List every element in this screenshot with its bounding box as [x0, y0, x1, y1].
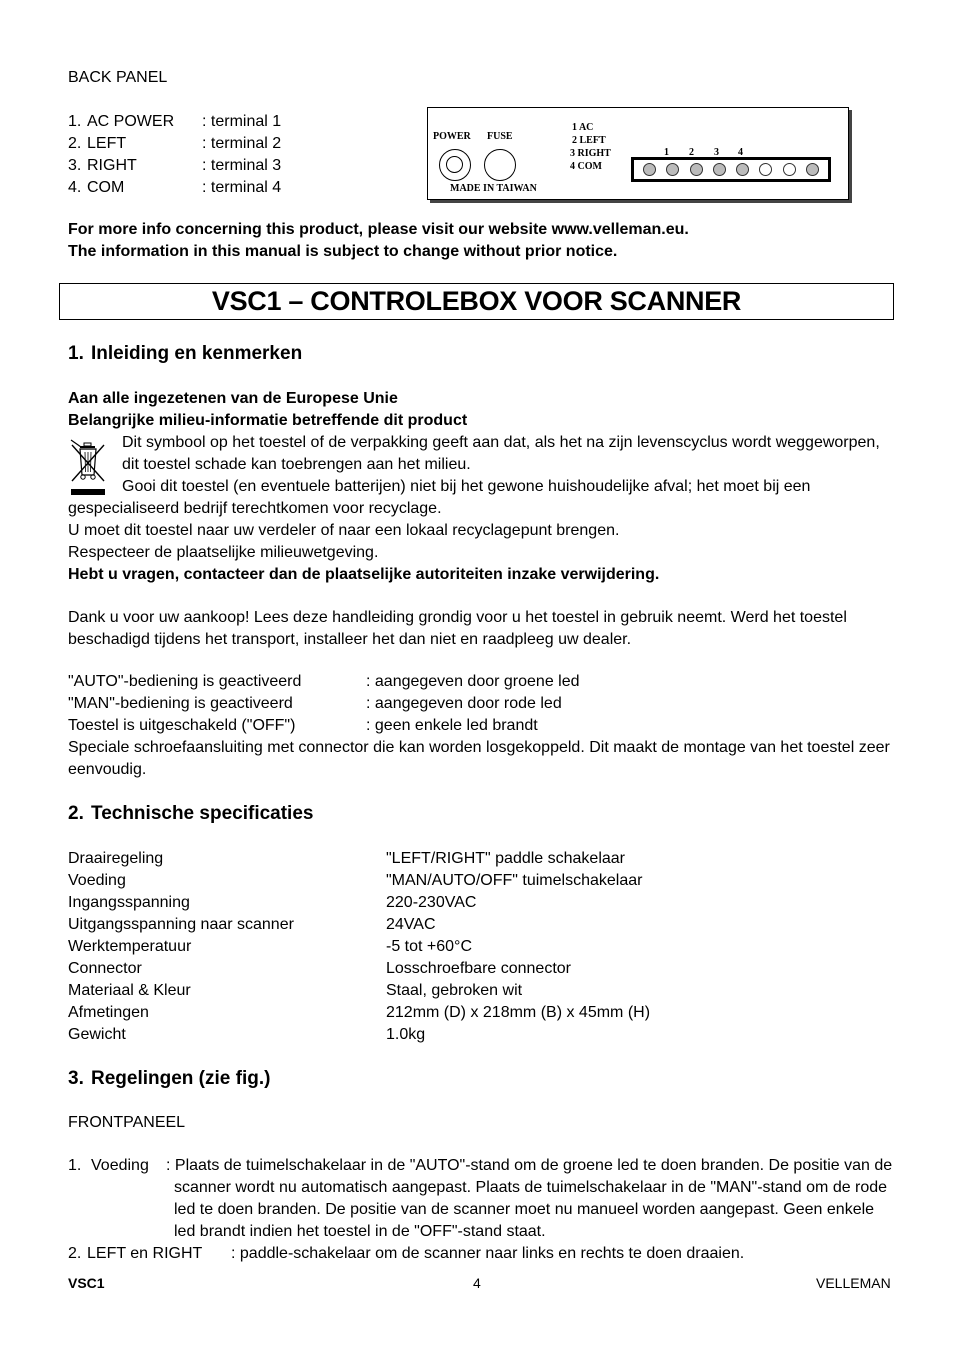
back-panel-diagram — [427, 107, 849, 200]
power-socket-icon — [439, 149, 471, 181]
made-in-label: MADE IN TAIWAN — [450, 183, 537, 194]
mode-label: "MAN"-bediening is geactiveerd — [68, 695, 293, 712]
section-number: 3. — [68, 1068, 84, 1089]
section-title: Inleiding en kenmerken — [91, 343, 303, 364]
spec-label: Ingangsspanning — [68, 894, 190, 911]
weee-line: dit toestel schade kan toebrengen aan het milieu. — [122, 456, 471, 473]
terminal-number: 1 — [664, 147, 669, 158]
spec-label: Materiaal & Kleur — [68, 982, 191, 999]
list-item-num: 3. — [68, 157, 82, 174]
list-item-value: : terminal 3 — [202, 157, 282, 174]
spec-value: 220-230VAC — [386, 894, 477, 911]
footer-brand: VELLEMAN — [816, 1275, 891, 1291]
legend-item: 4 COM — [570, 161, 602, 172]
spec-value: "MAN/AUTO/OFF" tuimelschakelaar — [386, 872, 643, 889]
footer-model: VSC1 — [68, 1275, 105, 1291]
section-number: 2. — [68, 803, 84, 824]
spec-label: Afmetingen — [68, 1004, 149, 1021]
list-item-value: : terminal 2 — [202, 135, 282, 152]
text-line: beschadigd tijdens het transport, installeer het dan niet en raadpleeg uw dealer. — [68, 631, 632, 648]
spec-label: Voeding — [68, 872, 126, 889]
section-title: Regelingen (zie fig.) — [91, 1068, 271, 1089]
mode-label: Toestel is uitgeschakeld ("OFF") — [68, 717, 296, 734]
terminal-screw-icon — [736, 163, 749, 176]
terminal-strip — [631, 157, 831, 182]
text-line: Respecteer de plaatselijke milieuwetgeving. — [68, 544, 379, 561]
terminal-screw-icon — [759, 163, 772, 176]
terminal-number: 2 — [689, 147, 694, 158]
spec-label: Gewicht — [68, 1026, 126, 1043]
list-item-name: COM — [87, 179, 125, 196]
spec-value: -5 tot +60°C — [386, 938, 472, 955]
subheading: FRONTPANEEL — [68, 1114, 186, 1131]
legend-item: 1 AC — [572, 122, 594, 133]
spec-label: Werktemperatuur — [68, 938, 192, 955]
text-line: gespecialiseerd bedrijf terechtkomen voor recyclage. — [68, 500, 442, 517]
text-line: U moet dit toestel naar uw verdeler of naar een lokaal recyclagepunt brengen. — [68, 522, 620, 539]
terminal-screw-icon — [806, 163, 819, 176]
info-line: For more info concerning this product, please visit our website www.velleman.eu. — [68, 221, 689, 238]
item-text: led te doen branden. De positie van de scanner moet nu manueel worden aangepast. Geen enkele — [174, 1201, 875, 1218]
spec-label: Draairegeling — [68, 850, 164, 867]
legend-item: 2 LEFT — [572, 135, 606, 146]
item-number: 2. — [68, 1245, 82, 1262]
weee-line: Gooi dit toestel (en eventuele batterijen) niet bij het gewone huishoudelijke afval; het moet bij een — [122, 478, 811, 495]
spec-label: Uitgangsspanning naar scanner — [68, 916, 294, 933]
list-item-value: : terminal 4 — [202, 179, 282, 196]
fuse-label: FUSE — [487, 131, 513, 142]
list-item-name: AC POWER — [87, 113, 175, 130]
mode-label: "AUTO"-bediening is geactiveerd — [68, 673, 302, 690]
list-item-name: LEFT — [87, 135, 127, 152]
legend-item: 3 RIGHT — [570, 148, 611, 159]
item-text: led brandt indien het toestel in de "OFF"-stand staat. — [174, 1223, 546, 1240]
terminal-screw-icon — [690, 163, 703, 176]
weee-bin-icon — [67, 437, 109, 497]
spec-value: 24VAC — [386, 916, 436, 933]
terminal-screw-icon — [783, 163, 796, 176]
item-text: : Plaats de tuimelschakelaar in de "AUTO"-stand om de groene led te doen branden. De positie van de — [166, 1157, 893, 1174]
terminal-screw-icon — [666, 163, 679, 176]
text-line: eenvoudig. — [68, 761, 147, 778]
terminal-number: 4 — [738, 147, 743, 158]
spec-value: Staal, gebroken wit — [386, 982, 523, 999]
fuse-holder-icon — [484, 149, 516, 181]
back-panel-heading: BACK PANEL — [68, 69, 168, 86]
mode-value: : geen enkele led brandt — [366, 717, 538, 734]
mode-value: : aangegeven door groene led — [366, 673, 580, 690]
info-line: The information in this manual is subject to change without prior notice. — [68, 243, 618, 260]
power-label: POWER — [433, 131, 471, 142]
spec-value: 212mm (D) x 218mm (B) x 45mm (H) — [386, 1004, 651, 1021]
terminal-screw-icon — [643, 163, 656, 176]
section-number: 1. — [68, 343, 84, 364]
mode-value: : aangegeven door rode led — [366, 695, 562, 712]
terminal-screw-icon — [713, 163, 726, 176]
section-title: Technische specificaties — [91, 803, 314, 824]
bold-line: Belangrijke milieu-informatie betreffende dit product — [68, 412, 468, 429]
bold-line: Hebt u vragen, contacteer dan de plaatselijke autoriteiten inzake verwijdering. — [68, 566, 660, 583]
text-line: Speciale schroefaansluiting met connector die kan worden losgekoppeld. Dit maakt de montage van het toestel zeer — [68, 739, 890, 756]
item-text: scanner wordt nu automatisch aangepast. Plaats de tuimelschakelaar in de "MAN"-stand om de rode — [174, 1179, 888, 1196]
list-item-num: 4. — [68, 179, 82, 196]
list-item-num: 1. — [68, 113, 82, 130]
list-item-name: RIGHT — [87, 157, 137, 174]
list-item-value: : terminal 1 — [202, 113, 282, 130]
text-line: Dank u voor uw aankoop! Lees deze handleiding grondig voor u het toestel in gebruik neemt. Werd het toestel — [68, 609, 847, 626]
page-number: 4 — [473, 1275, 481, 1291]
bold-line: Aan alle ingezetenen van de Europese Unie — [68, 390, 398, 407]
spec-label: Connector — [68, 960, 142, 977]
page-title-text: VSC1 – CONTROLEBOX VOOR SCANNER — [211, 286, 742, 316]
spec-value: "LEFT/RIGHT" paddle schakelaar — [386, 850, 626, 867]
terminal-number: 3 — [714, 147, 719, 158]
item-label: Voeding — [91, 1157, 149, 1174]
item-number: 1. — [68, 1157, 82, 1174]
page-title — [59, 283, 894, 320]
spec-value: 1.0kg — [386, 1026, 426, 1043]
list-item-num: 2. — [68, 135, 82, 152]
spec-value: Losschroefbare connector — [386, 960, 571, 977]
weee-line: Dit symbool op het toestel of de verpakking geeft aan dat, als het na zijn levenscyclus wordt weggeworpen, — [122, 434, 880, 451]
item-label: LEFT en RIGHT — [87, 1245, 203, 1262]
item-text: : paddle-schakelaar om de scanner naar links en rechts te doen draaien. — [231, 1245, 745, 1262]
